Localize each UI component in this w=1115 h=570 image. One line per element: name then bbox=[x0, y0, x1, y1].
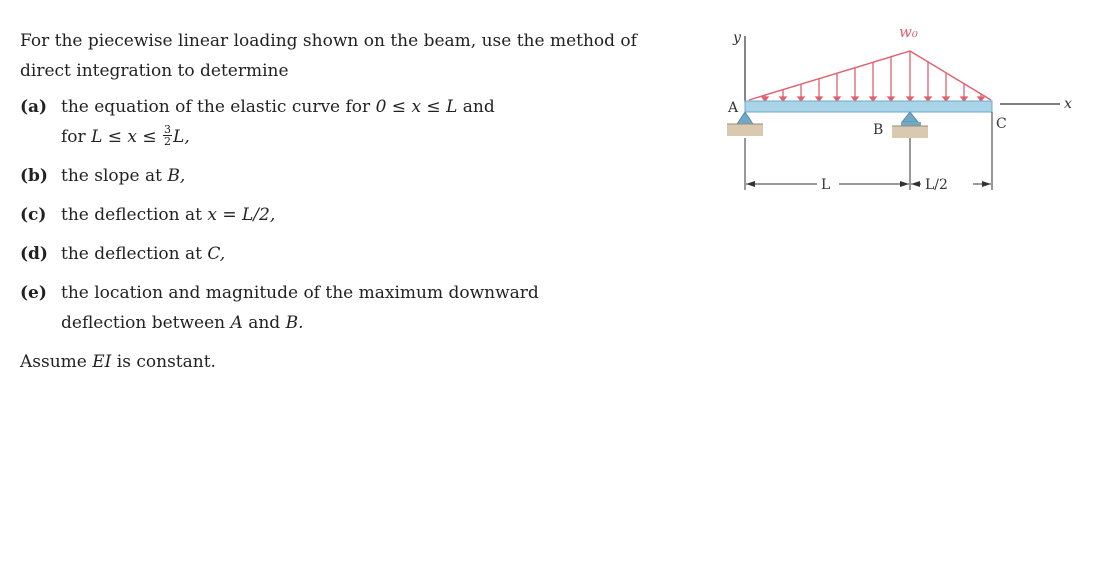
part-e-and: and bbox=[248, 313, 281, 333]
load-label-w0: w₀ bbox=[899, 23, 918, 41]
part-e-label: (e) bbox=[20, 283, 47, 303]
part-e bbox=[20, 278, 640, 338]
part-a-label: (a) bbox=[20, 97, 48, 117]
part-a-text-2: and bbox=[462, 97, 495, 117]
fraction-denominator: 2 bbox=[164, 135, 172, 148]
beam-diagram bbox=[715, 18, 1115, 218]
part-a-range-2-start: L ≤ x ≤ bbox=[91, 127, 157, 147]
part-a-text-3: for bbox=[61, 127, 86, 147]
part-a-range-1: 0 ≤ x ≤ L bbox=[375, 97, 458, 117]
load-outline bbox=[749, 51, 991, 100]
support-b bbox=[892, 112, 928, 138]
problem-intro: For the piecewise linear loading shown on the beam, use the method of direct integration to determine bbox=[20, 31, 637, 81]
part-a-range-2-end: L, bbox=[173, 127, 190, 147]
part-a-fraction bbox=[163, 124, 172, 147]
part-c-expr: x = L/2, bbox=[207, 205, 276, 225]
closing-text-2: is constant. bbox=[116, 352, 216, 372]
part-a bbox=[20, 92, 640, 152]
point-a-label: A bbox=[728, 100, 739, 116]
dim-l-label: L bbox=[821, 177, 831, 193]
closing-var: EI bbox=[92, 352, 112, 372]
distributed-load bbox=[749, 23, 991, 101]
closing-statement bbox=[20, 347, 640, 377]
beam bbox=[745, 101, 992, 112]
part-c bbox=[20, 200, 640, 230]
part-b-point: B, bbox=[167, 166, 186, 186]
part-d-label: (d) bbox=[20, 244, 48, 264]
closing-text-1: Assume bbox=[20, 352, 87, 372]
part-a-text bbox=[61, 92, 640, 152]
part-a-text-1: the equation of the elastic curve for bbox=[61, 97, 371, 117]
dimension-l2 bbox=[911, 177, 991, 193]
dim-l2-label: L/2 bbox=[925, 177, 948, 193]
part-e-point-b: B. bbox=[285, 313, 304, 333]
part-b-text: the slope at bbox=[61, 166, 162, 186]
part-c-text: the deflection at bbox=[61, 205, 202, 225]
part-b bbox=[20, 161, 640, 191]
part-e-point-a: A bbox=[230, 313, 243, 333]
part-e-text: the location and magnitude of the maximum downward deflection between bbox=[61, 283, 539, 333]
part-d bbox=[20, 239, 640, 269]
point-c-label: C bbox=[996, 116, 1007, 132]
part-d-point: C, bbox=[207, 244, 226, 264]
fraction-numerator: 3 bbox=[164, 123, 172, 136]
x-axis-label: x bbox=[1064, 96, 1072, 112]
part-b-label: (b) bbox=[20, 166, 48, 186]
dimension-l bbox=[746, 177, 909, 193]
beam-figure bbox=[715, 18, 1115, 218]
problem-statement bbox=[20, 26, 640, 377]
y-axis-label: y bbox=[733, 30, 741, 46]
point-b-label: B bbox=[873, 122, 884, 138]
part-d-text: the deflection at bbox=[61, 244, 202, 264]
part-c-label: (c) bbox=[20, 205, 47, 225]
